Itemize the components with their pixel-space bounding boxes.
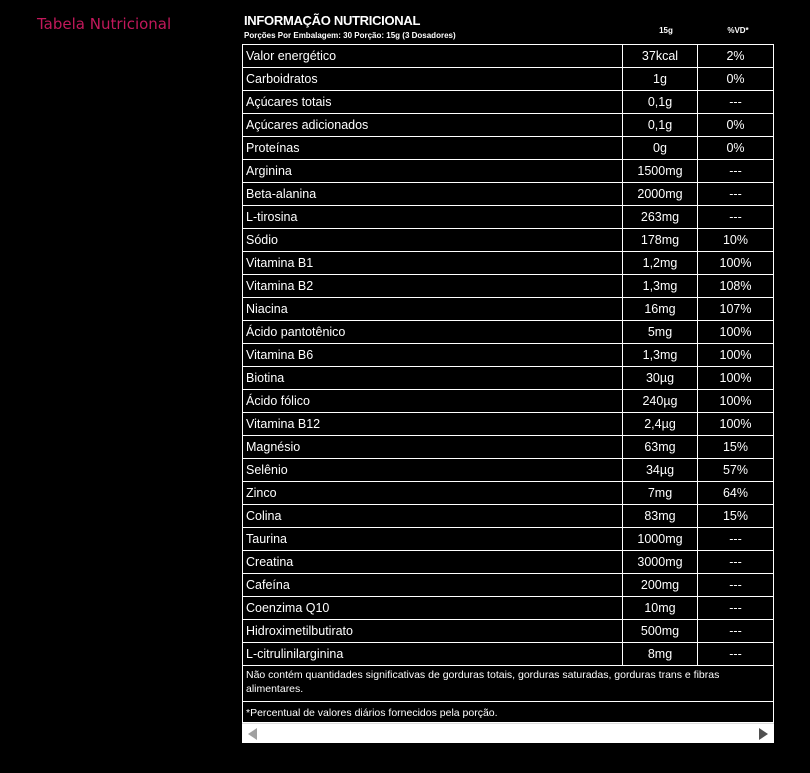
table-row — [243, 459, 774, 482]
nutrient-name: Hidroximetilbutirato — [243, 620, 623, 643]
table-row — [243, 482, 774, 505]
nutrient-amount: 2000mg — [623, 183, 698, 206]
nutrient-vd: 57% — [698, 459, 774, 482]
table-row — [243, 160, 774, 183]
note-vd: *Percentual de valores diários fornecidos pela porção. — [242, 702, 774, 723]
table-row — [243, 91, 774, 114]
table-row — [243, 114, 774, 137]
nutrient-name: Valor energético — [243, 45, 623, 68]
nutrient-name: Sódio — [243, 229, 623, 252]
nutrient-vd: 2% — [698, 45, 774, 68]
nutrient-vd: 100% — [698, 344, 774, 367]
column-header-vd: %VD* — [727, 26, 749, 35]
nutrient-vd: 100% — [698, 252, 774, 275]
nutrient-name: Zinco — [243, 482, 623, 505]
nutrient-amount: 10mg — [623, 597, 698, 620]
table-row — [243, 68, 774, 91]
nutrient-amount: 2,4µg — [623, 413, 698, 436]
nutrient-vd: --- — [698, 528, 774, 551]
table-row — [243, 367, 774, 390]
nutrient-amount: 500mg — [623, 620, 698, 643]
table-title: INFORMAÇÃO NUTRICIONAL — [244, 13, 421, 28]
table-row — [243, 252, 774, 275]
nutrient-amount: 3000mg — [623, 551, 698, 574]
nutrient-amount: 263mg — [623, 206, 698, 229]
nutrient-vd: 64% — [698, 482, 774, 505]
nutrient-vd: 100% — [698, 390, 774, 413]
nutrient-amount: 240µg — [623, 390, 698, 413]
nutrient-vd: --- — [698, 620, 774, 643]
table-row — [243, 275, 774, 298]
nutrient-name: L-tirosina — [243, 206, 623, 229]
nutrient-name: Ácido pantotênico — [243, 321, 623, 344]
nutrient-amount: 1000mg — [623, 528, 698, 551]
nutrient-name: Coenzima Q10 — [243, 597, 623, 620]
nutrient-name: Beta-alanina — [243, 183, 623, 206]
nutrient-vd: 100% — [698, 367, 774, 390]
column-header-amount: 15g — [659, 26, 673, 35]
nutrient-amount: 1,2mg — [623, 252, 698, 275]
table-row — [243, 344, 774, 367]
nutrient-amount: 83mg — [623, 505, 698, 528]
nutrient-name: Arginina — [243, 160, 623, 183]
nutrient-amount: 1500mg — [623, 160, 698, 183]
nutrient-vd: 10% — [698, 229, 774, 252]
table-row — [243, 390, 774, 413]
nutrient-amount: 200mg — [623, 574, 698, 597]
nutrient-name: Açúcares totais — [243, 91, 623, 114]
nutrient-vd: --- — [698, 551, 774, 574]
nutrition-panel — [242, 0, 774, 743]
nutrient-amount: 63mg — [623, 436, 698, 459]
arrow-left-icon[interactable] — [248, 728, 257, 740]
nutrient-amount: 0,1g — [623, 91, 698, 114]
table-header — [242, 0, 774, 44]
table-row — [243, 574, 774, 597]
nutrient-amount: 7mg — [623, 482, 698, 505]
nutrition-table — [242, 44, 774, 666]
nutrient-name: Ácido fólico — [243, 390, 623, 413]
table-subtitle: Porções Por Embalagem: 30 Porção: 15g (3 Dosadores) — [244, 31, 456, 40]
nutrient-name: Colina — [243, 505, 623, 528]
nutrient-amount: 34µg — [623, 459, 698, 482]
nutrient-name: Creatina — [243, 551, 623, 574]
nutrient-vd: 100% — [698, 413, 774, 436]
nutrient-amount: 8mg — [623, 643, 698, 666]
nutrient-vd: 15% — [698, 505, 774, 528]
nutrient-name: Açúcares adicionados — [243, 114, 623, 137]
nutrient-amount: 1,3mg — [623, 344, 698, 367]
nutrient-name: Taurina — [243, 528, 623, 551]
nutrient-vd: --- — [698, 574, 774, 597]
table-row — [243, 229, 774, 252]
table-row — [243, 206, 774, 229]
nutrient-name: Carboidratos — [243, 68, 623, 91]
nutrient-vd: 100% — [698, 321, 774, 344]
nutrient-amount: 1g — [623, 68, 698, 91]
table-row — [243, 620, 774, 643]
nutrient-name: Vitamina B12 — [243, 413, 623, 436]
table-row — [243, 45, 774, 68]
table-row — [243, 183, 774, 206]
nutrient-amount: 37kcal — [623, 45, 698, 68]
nutrient-vd: 0% — [698, 114, 774, 137]
table-row — [243, 597, 774, 620]
nutrient-amount: 0,1g — [623, 114, 698, 137]
table-row — [243, 298, 774, 321]
nutrient-vd: 0% — [698, 68, 774, 91]
arrow-right-icon[interactable] — [759, 728, 768, 740]
nutrient-amount: 30µg — [623, 367, 698, 390]
nutrient-name: Selênio — [243, 459, 623, 482]
note-fats: Não contém quantidades significativas de gorduras totais, gorduras saturadas, gorduras trans e fibras alimentares. — [242, 666, 774, 702]
nutrient-vd: 0% — [698, 137, 774, 160]
table-row — [243, 137, 774, 160]
nutrient-name: Proteínas — [243, 137, 623, 160]
nutrient-amount: 178mg — [623, 229, 698, 252]
nutrient-amount: 16mg — [623, 298, 698, 321]
nutrient-vd: 15% — [698, 436, 774, 459]
section-title: Tabela Nutricional — [37, 15, 172, 33]
nutrient-vd: --- — [698, 160, 774, 183]
table-row — [243, 436, 774, 459]
horizontal-scrollbar[interactable] — [242, 723, 774, 743]
nutrient-name: L-citrulinilarginina — [243, 643, 623, 666]
nutrient-vd: --- — [698, 91, 774, 114]
nutrient-amount: 5mg — [623, 321, 698, 344]
nutrient-vd: --- — [698, 206, 774, 229]
nutrient-vd: 108% — [698, 275, 774, 298]
nutrient-name: Cafeína — [243, 574, 623, 597]
nutrient-name: Magnésio — [243, 436, 623, 459]
nutrient-name: Vitamina B1 — [243, 252, 623, 275]
nutrient-amount: 1,3mg — [623, 275, 698, 298]
table-row — [243, 413, 774, 436]
table-row — [243, 321, 774, 344]
nutrient-vd: --- — [698, 597, 774, 620]
table-row — [243, 551, 774, 574]
table-row — [243, 505, 774, 528]
nutrient-vd: --- — [698, 643, 774, 666]
nutrient-name: Niacina — [243, 298, 623, 321]
nutrient-name: Biotina — [243, 367, 623, 390]
nutrient-name: Vitamina B2 — [243, 275, 623, 298]
nutrient-vd: 107% — [698, 298, 774, 321]
table-row — [243, 643, 774, 666]
nutrient-amount: 0g — [623, 137, 698, 160]
nutrient-vd: --- — [698, 183, 774, 206]
nutrient-name: Vitamina B6 — [243, 344, 623, 367]
table-row — [243, 528, 774, 551]
